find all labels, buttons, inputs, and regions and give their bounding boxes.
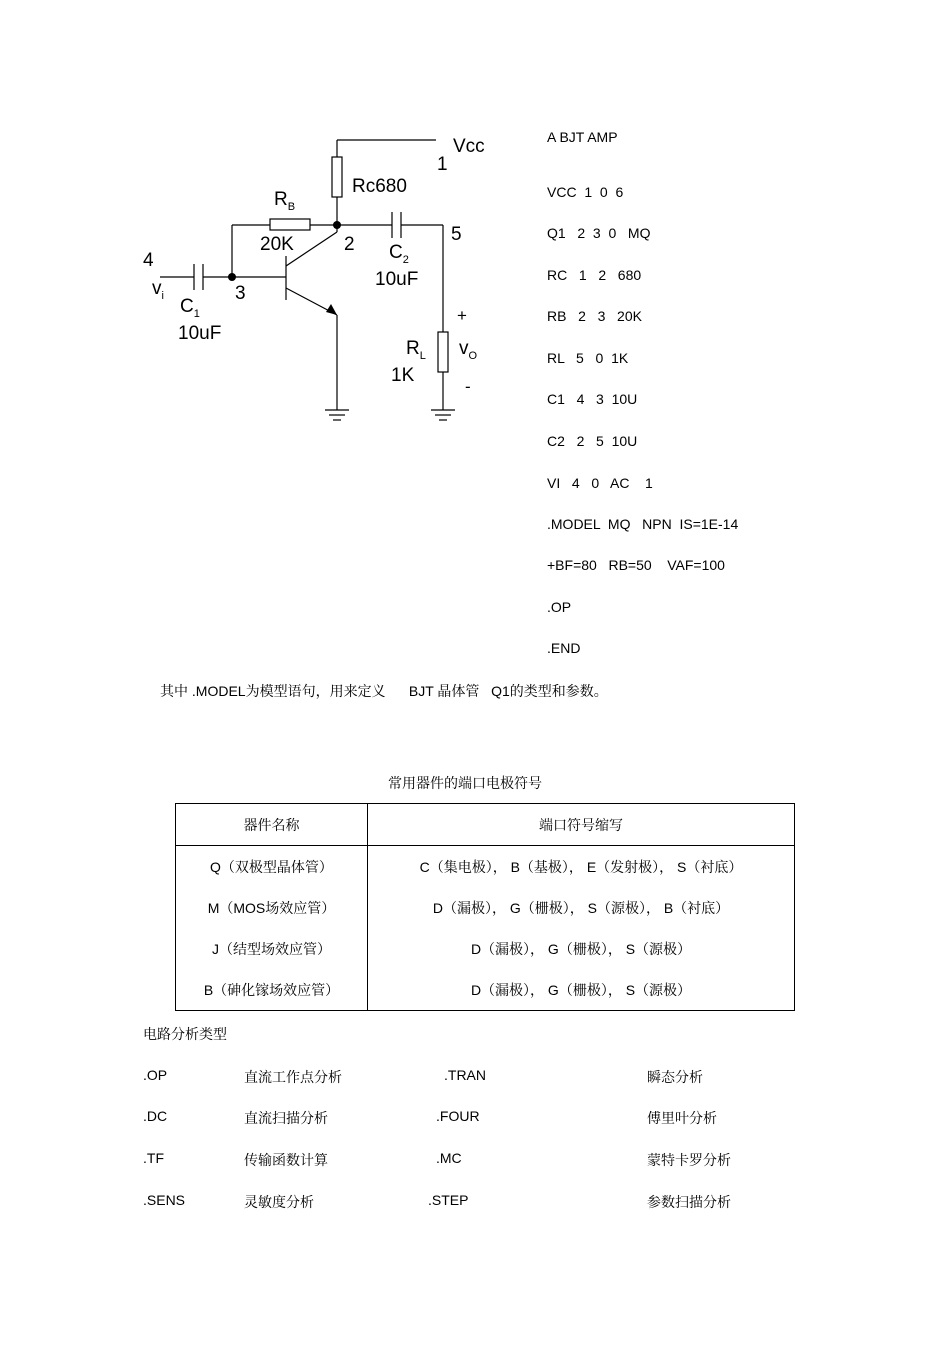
analysis-command: .OP (143, 1067, 168, 1083)
netlist-line: C2 2 5 10U (547, 433, 638, 449)
node-4-label: 4 (143, 250, 154, 271)
netlist-line: RL 5 0 1K (547, 350, 629, 366)
ports-cell: C（集电极）， B（基极）， E（发射极）， S（衬底） (368, 846, 795, 888)
vcc-label: Vcc (453, 136, 485, 157)
netlist-line: .END (547, 640, 581, 656)
node-2-label: 2 (344, 234, 355, 255)
analysis-description: 瞬态分析 (647, 1069, 703, 1085)
analysis-command: .FOUR (436, 1108, 480, 1124)
analysis-title: 电路分析类型 (143, 1026, 227, 1042)
table-header-row (176, 804, 795, 846)
table-caption: 常用器件的端口电极符号 (388, 775, 542, 791)
node-3-label: 3 (235, 283, 246, 304)
table-row (176, 887, 795, 928)
netlist-line: .OP (547, 599, 572, 615)
table-row (176, 969, 795, 1011)
vi-label: $v_i$ (152, 278, 164, 302)
netlist-line: .MODEL MQ NPN IS=1E-14 (547, 516, 739, 532)
ports-table (175, 803, 795, 1011)
device-cell: M（MOS场效应管） (176, 887, 368, 928)
minus-sign: - (465, 377, 471, 396)
vo-label: $v_O$ (459, 338, 478, 362)
netlist-line: RC 1 2 680 (547, 267, 642, 283)
analysis-command: .STEP (428, 1192, 469, 1208)
rb-label: $R_B$ (274, 189, 296, 213)
analysis-command: .MC (436, 1150, 462, 1166)
device-cell: Q（双极型晶体管） (176, 846, 368, 888)
c1-value: 10uF (178, 323, 222, 344)
node-1-label: 1 (437, 154, 448, 175)
netlist-line: VCC 1 0 6 (547, 184, 624, 200)
table-row (176, 846, 795, 888)
device-cell: B（砷化镓场效应管） (176, 969, 368, 1011)
header-device-name: 器件名称 (176, 804, 368, 846)
bjt-amplifier-schematic (0, 0, 540, 440)
analysis-command: .TF (143, 1150, 164, 1166)
c1-label: $C_1$ (180, 296, 200, 320)
device-cell: J（结型场效应管） (176, 928, 368, 969)
netlist-line: RB 2 3 20K (547, 308, 642, 324)
node-5-label: 5 (451, 224, 462, 245)
ports-cell: D（漏极）， G（栅极）， S（源极）， B（衬底） (368, 887, 795, 928)
netlist-title: A BJT AMP (547, 129, 618, 145)
c2-label: $C_2$ (389, 242, 409, 266)
table-row (176, 928, 795, 969)
netlist-line: +BF=80 RB=50 VAF=100 (547, 557, 725, 573)
analysis-command: .TRAN (444, 1067, 486, 1083)
rb-value: 20K (260, 234, 294, 255)
c2-value: 10uF (375, 269, 419, 290)
ports-cell: D（漏极）， G（栅极）， S（源极） (368, 969, 795, 1011)
model-note: 其中 .MODEL为模型语句，用来定义 BJT 晶体管 Q1的类型和参数。 (160, 683, 608, 699)
ports-cell: D（漏极）， G（栅极）， S（源极） (368, 928, 795, 969)
analysis-command: .DC (143, 1108, 168, 1124)
analysis-command: .SENS (143, 1192, 186, 1208)
netlist-line: Q1 2 3 0 MQ (547, 225, 651, 241)
analysis-description: 蒙特卡罗分析 (647, 1152, 731, 1168)
header-port-symbols: 端口符号缩写 (368, 804, 795, 846)
analysis-description: 灵敏度分析 (244, 1194, 314, 1210)
netlist-line: VI 4 0 AC 1 (547, 475, 653, 491)
rl-label: $R_L$ (406, 338, 426, 362)
analysis-description: 参数扫描分析 (647, 1194, 731, 1210)
rc-label: Rc680 (352, 176, 407, 197)
analysis-description: 传输函数计算 (244, 1152, 328, 1168)
rl-value: 1K (391, 365, 415, 386)
analysis-description: 直流工作点分析 (244, 1069, 342, 1085)
netlist-line: C1 4 3 10U (547, 391, 638, 407)
plus-sign: + (457, 306, 467, 325)
analysis-description: 直流扫描分析 (244, 1110, 328, 1126)
analysis-description: 傅里叶分析 (647, 1110, 717, 1126)
